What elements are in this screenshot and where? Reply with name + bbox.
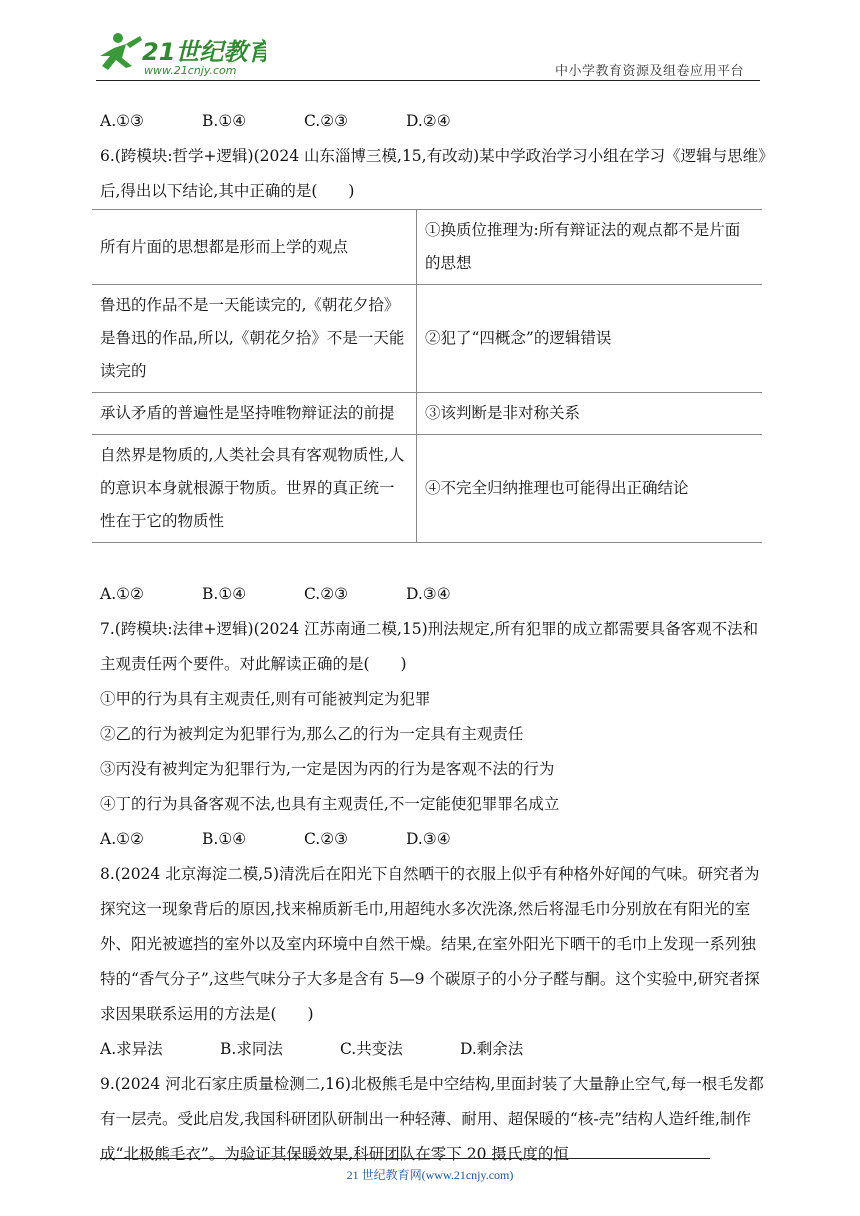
q7-item: ③丙没有被判定为犯罪行为,一定是因为丙的行为是客观不法的行为 <box>100 760 555 778</box>
option-c[interactable]: C.②③ <box>304 830 349 848</box>
site-logo[interactable] <box>96 30 266 78</box>
q9-stem: 9.(2024 河北石家庄质量检测二,16)北极熊毛是中空结构,里面封装了大量静止空气,每一根毛发都有一层壳。受此启发,我国科研团队研制出一种轻薄、耐用、超保暖的“核-壳”结构人造纤维,制作成“北极熊毛衣”。为验证其保暖效果,科研团队在零下 20 摄氏度的恒 <box>100 1075 764 1163</box>
option-d[interactable]: D.剩余法 <box>460 1040 524 1058</box>
q6-stem: 6.(跨模块:哲学+逻辑)(2024 山东淄博三模,15,有改动)某中学政治学习小组在学习《逻辑与思维》后,得出以下结论,其中正确的是( ) <box>100 147 766 200</box>
platform-tagline: 中小学教育资源及组卷应用平台 <box>555 64 745 79</box>
option-b[interactable]: B.求同法 <box>220 1040 283 1058</box>
q7-stem: 7.(跨模块:法律+逻辑)(2024 江苏南通二模,15)刑法规定,所有犯罪的成立都需要具备客观不法和主观责任两个要件。对此解读正确的是( ) <box>100 620 759 673</box>
table-cell-right: ②犯了“四概念”的逻辑错误 <box>417 285 763 393</box>
table-cell-left: 所有片面的思想都是形而上学的观点 <box>92 210 417 285</box>
table-cell-right: ①换质位推理为:所有辩证法的观点都不是片面的思想 <box>417 210 763 285</box>
option-d[interactable]: D.③④ <box>406 585 451 603</box>
table-row <box>92 393 762 435</box>
svg-text:21世纪教育: 21世纪教育 <box>142 38 266 66</box>
q7-item: ②乙的行为被判定为犯罪行为,那么乙的行为一定具有主观责任 <box>100 725 524 743</box>
q6-options <box>100 577 770 612</box>
table-cell-left: 鲁迅的作品不是一天能读完的,《朝花夕拾》是鲁迅的作品,所以,《朝花夕拾》不是一天能读完的 <box>92 285 417 393</box>
option-d[interactable]: D.②④ <box>406 112 451 130</box>
table-cell-left: 自然界是物质的,人类社会具有客观物质性,人的意识本身就根源于物质。世界的真正统一性在于它的物质性 <box>92 435 417 543</box>
footer-divider <box>100 1158 710 1159</box>
option-a[interactable]: A.①② <box>100 585 144 603</box>
option-b[interactable]: B.①④ <box>202 830 247 848</box>
runner-logo-icon <box>96 30 266 78</box>
q7-item: ④丁的行为具备客观不法,也具有主观责任,不一定能使犯罪罪名成立 <box>100 795 560 813</box>
svg-text:www.21cnjy.com: www.21cnjy.com <box>144 64 237 77</box>
table-cell-right: ③该判断是非对称关系 <box>417 393 763 435</box>
option-c[interactable]: C.②③ <box>304 112 349 130</box>
q8-stem: 8.(2024 北京海淀二模,5)清洗后在阳光下自然晒干的衣服上似乎有种格外好闻的气味。研究者为探究这一现象背后的原因,找来棉质新毛巾,用超纯水多次洗涤,然后将湿毛巾分别放在有阳光的室外、阳光被遮挡的室外以及室内环境中自然干燥。结果,在室外阳光下晒干的毛巾上发现一系列独特的“香气分子”,这些气味分子大多是含有 5—9 个碳原子的小分子醛与酮。这个实验中,研究者探求因果联系运用的方法是( ) <box>100 865 760 1023</box>
option-a[interactable]: A.①② <box>100 830 144 848</box>
table-row <box>92 435 762 543</box>
q8-options <box>100 1032 770 1067</box>
option-a[interactable]: A.求异法 <box>100 1040 163 1058</box>
option-a[interactable]: A.①③ <box>100 112 144 130</box>
q7-options <box>100 822 770 857</box>
q7-item: ①甲的行为具有主观责任,则有可能被判定为犯罪 <box>100 690 431 708</box>
q6-table <box>92 209 762 543</box>
page-footer[interactable]: 21 世纪教育网(www.21cnjy.com) <box>346 1168 514 1182</box>
page-header <box>0 0 860 80</box>
exam-content <box>100 104 770 1172</box>
table-row <box>92 210 762 285</box>
table-cell-right: ④不完全归纳推理也可能得出正确结论 <box>417 435 763 543</box>
option-c[interactable]: C.共变法 <box>340 1040 403 1058</box>
header-divider <box>96 80 760 81</box>
option-b[interactable]: B.①④ <box>202 112 247 130</box>
option-d[interactable]: D.③④ <box>406 830 451 848</box>
option-b[interactable]: B.①④ <box>202 585 247 603</box>
option-c[interactable]: C.②③ <box>304 585 349 603</box>
table-row <box>92 285 762 393</box>
q5-options <box>100 104 770 139</box>
table-cell-left: 承认矛盾的普遍性是坚持唯物辩证法的前提 <box>92 393 417 435</box>
